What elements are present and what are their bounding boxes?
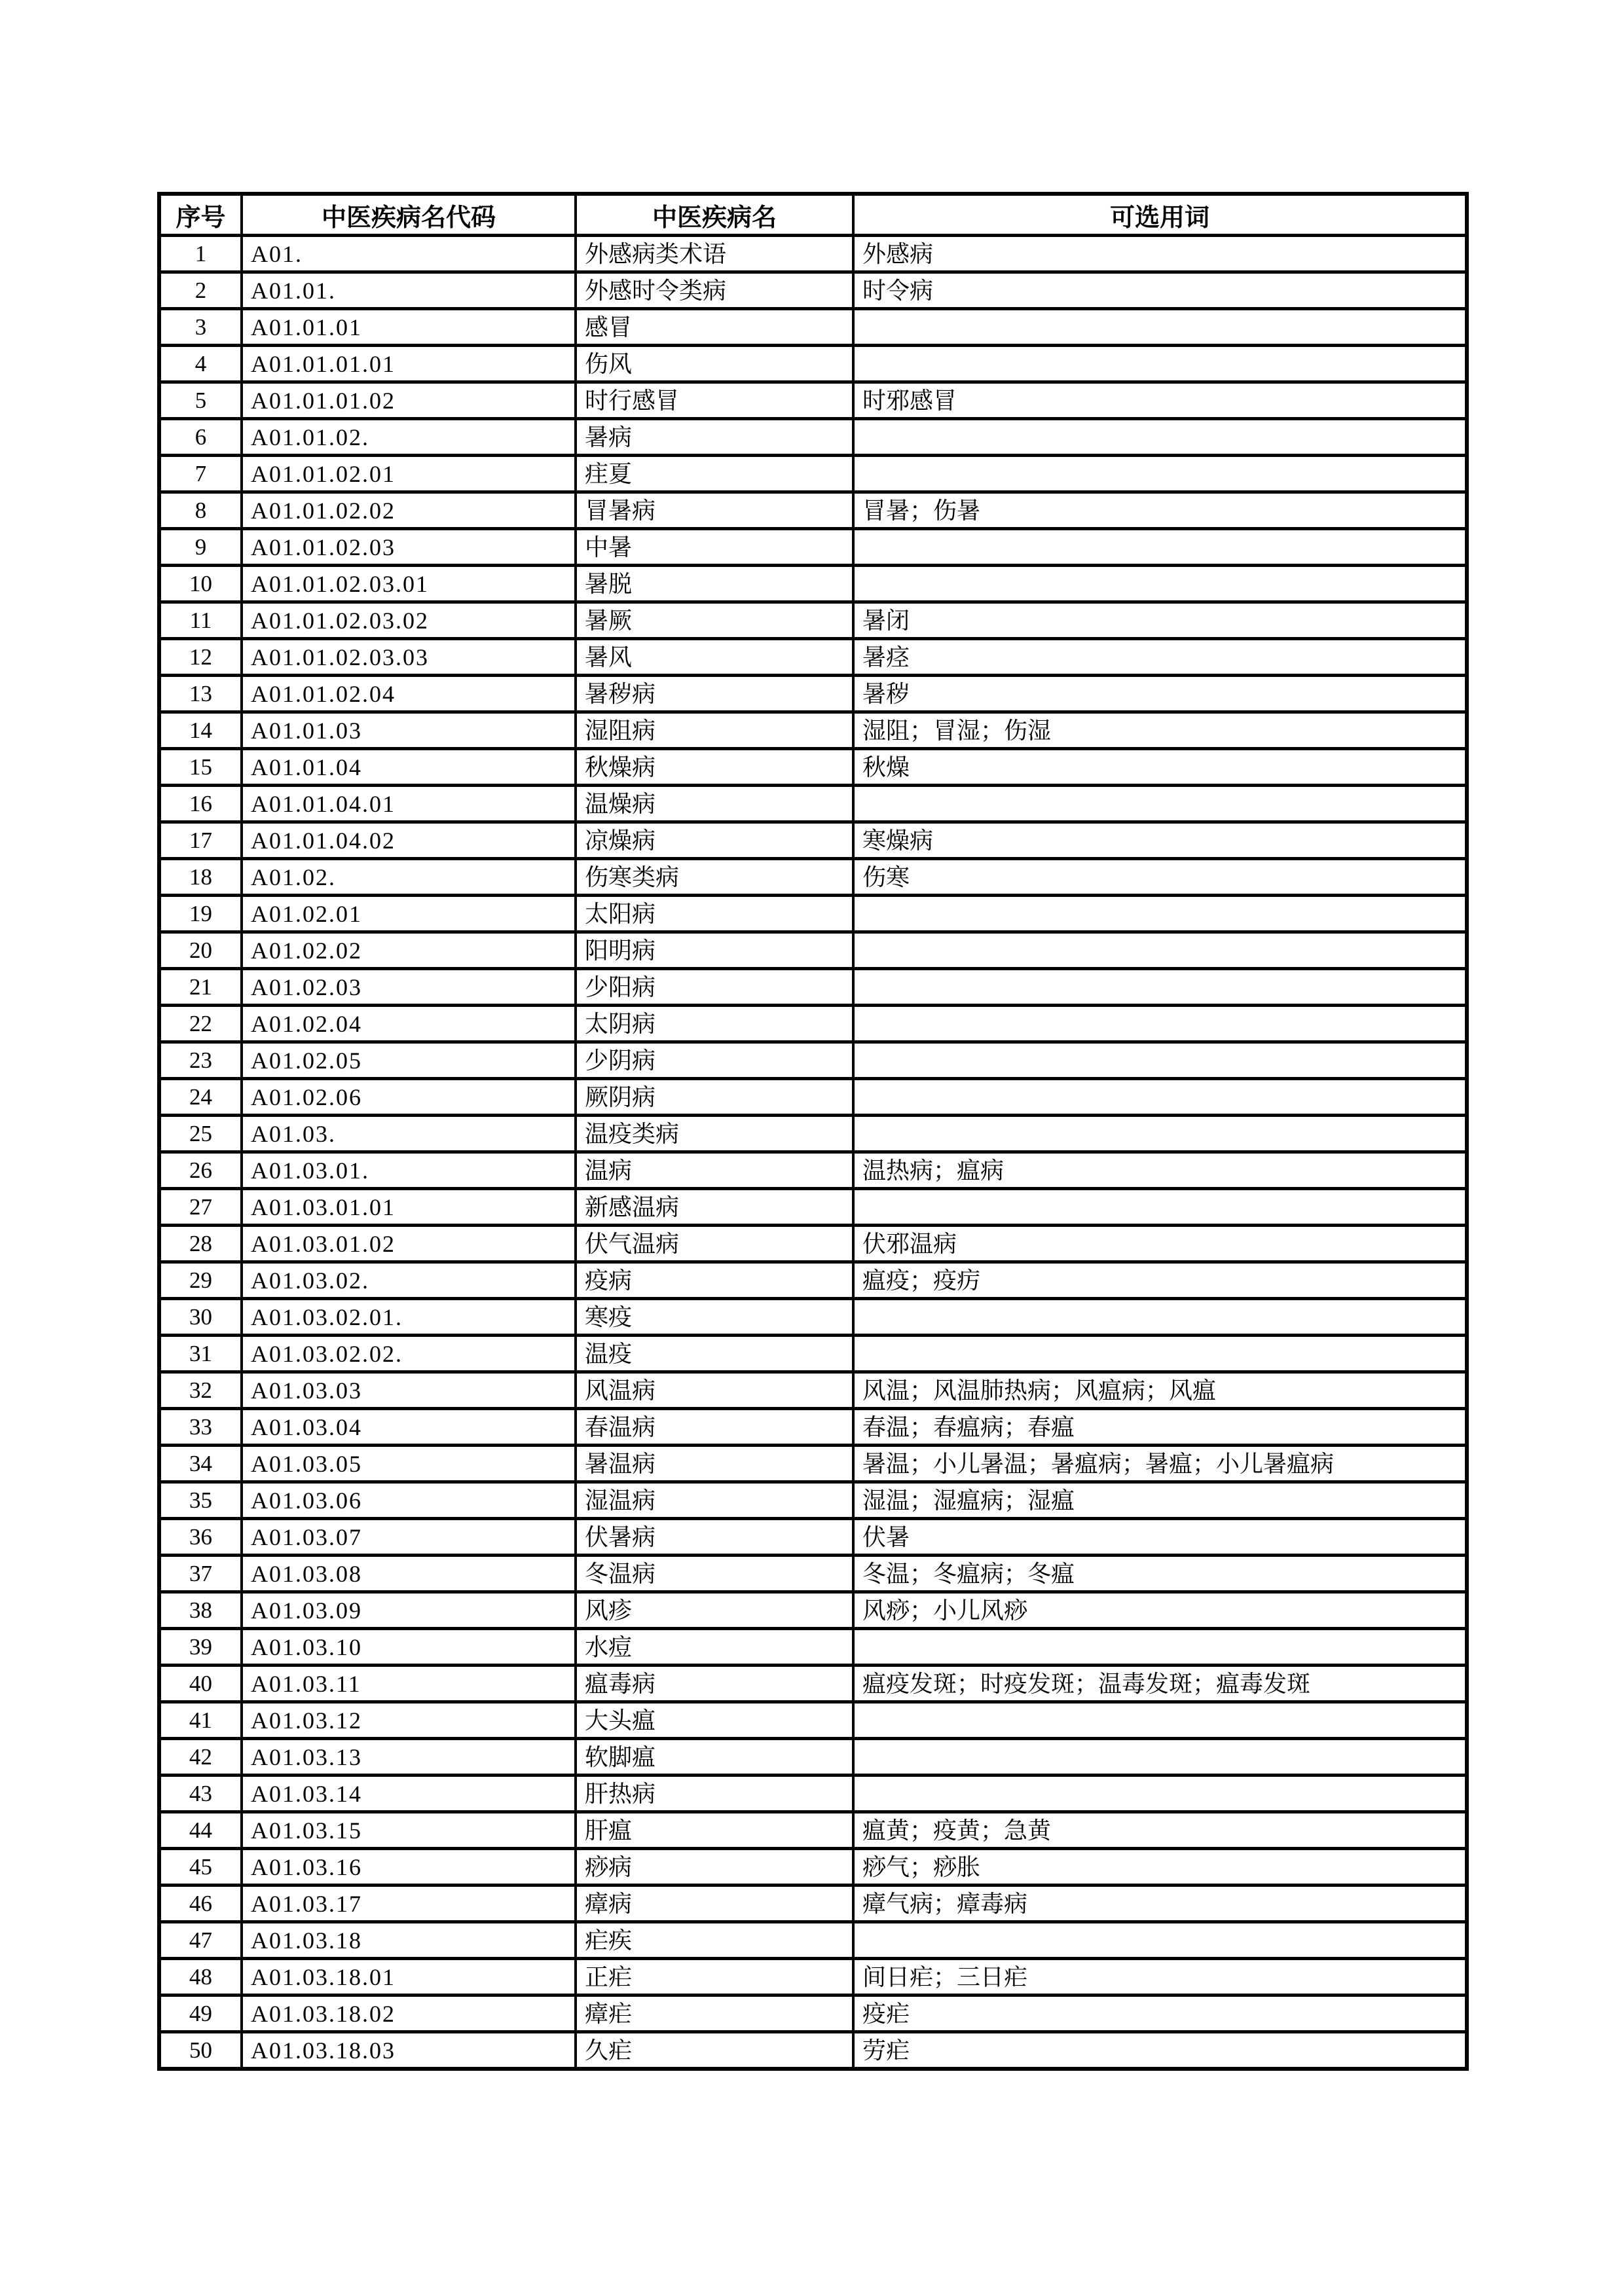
- cell-name: 新感温病: [576, 1189, 853, 1226]
- cell-synonyms: 湿温；湿瘟病；湿瘟: [853, 1482, 1467, 1519]
- table-row: [159, 566, 1467, 602]
- cell-code: A01.03.18.01: [242, 1959, 576, 1995]
- table-row: [159, 1226, 1467, 1262]
- cell-index: 45: [159, 1849, 242, 1886]
- cell-synonyms: 伏暑: [853, 1519, 1467, 1556]
- table-row: [159, 859, 1467, 896]
- table-row: [159, 1922, 1467, 1959]
- cell-name: 大头瘟: [576, 1702, 853, 1739]
- cell-synonyms: [853, 1299, 1467, 1336]
- cell-synonyms: 瘟疫发斑；时疫发斑；温毒发斑；瘟毒发斑: [853, 1666, 1467, 1702]
- cell-code: A01.03.10: [242, 1629, 576, 1666]
- cell-synonyms: 瘴气病；瘴毒病: [853, 1886, 1467, 1922]
- cell-index: 35: [159, 1482, 242, 1519]
- cell-name: 瘟毒病: [576, 1666, 853, 1702]
- cell-name: 暑病: [576, 419, 853, 456]
- table-row: [159, 1372, 1467, 1409]
- cell-code: A01.03.14: [242, 1776, 576, 1812]
- cell-synonyms: [853, 529, 1467, 566]
- cell-index: 38: [159, 1592, 242, 1629]
- table-row: [159, 1116, 1467, 1152]
- cell-name: 伤寒类病: [576, 859, 853, 896]
- header-cell-index: 序号: [159, 194, 242, 236]
- cell-index: 16: [159, 786, 242, 822]
- cell-code: A01.02.06: [242, 1079, 576, 1116]
- cell-name: 温燥病: [576, 786, 853, 822]
- table-row: [159, 419, 1467, 456]
- cell-index: 15: [159, 749, 242, 786]
- table-row: [159, 1336, 1467, 1372]
- cell-code: A01.03.12: [242, 1702, 576, 1739]
- cell-synonyms: [853, 1189, 1467, 1226]
- cell-name: 肝瘟: [576, 1812, 853, 1849]
- cell-index: 8: [159, 492, 242, 529]
- cell-code: A01.01.04: [242, 749, 576, 786]
- table-row: [159, 1812, 1467, 1849]
- cell-synonyms: [853, 346, 1467, 382]
- cell-synonyms: [853, 1922, 1467, 1959]
- cell-synonyms: 劳疟: [853, 2032, 1467, 2069]
- cell-index: 3: [159, 309, 242, 346]
- cell-synonyms: [853, 1629, 1467, 1666]
- cell-index: 14: [159, 712, 242, 749]
- cell-name: 久疟: [576, 2032, 853, 2069]
- cell-synonyms: 疫疟: [853, 1995, 1467, 2032]
- table-row: [159, 2032, 1467, 2069]
- cell-synonyms: 瘟疫；疫疠: [853, 1262, 1467, 1299]
- cell-code: A01.03.08: [242, 1556, 576, 1592]
- table-row: [159, 1482, 1467, 1519]
- cell-name: 温疫类病: [576, 1116, 853, 1152]
- cell-name: 太阴病: [576, 1006, 853, 1042]
- cell-name: 伏暑病: [576, 1519, 853, 1556]
- table-row: [159, 1592, 1467, 1629]
- cell-synonyms: [853, 932, 1467, 969]
- table-row: [159, 1886, 1467, 1922]
- cell-name: 痧病: [576, 1849, 853, 1886]
- cell-synonyms: 痧气；痧胀: [853, 1849, 1467, 1886]
- header-cell-code: 中医疾病名代码: [242, 194, 576, 236]
- cell-code: A01.01.02.03: [242, 529, 576, 566]
- cell-synonyms: 瘟黄；疫黄；急黄: [853, 1812, 1467, 1849]
- cell-index: 29: [159, 1262, 242, 1299]
- table-row: [159, 1959, 1467, 1995]
- cell-synonyms: [853, 969, 1467, 1006]
- cell-index: 34: [159, 1446, 242, 1482]
- cell-synonyms: [853, 1042, 1467, 1079]
- cell-name: 湿阻病: [576, 712, 853, 749]
- cell-code: A01.02.01: [242, 896, 576, 932]
- cell-code: A01.03.01.02: [242, 1226, 576, 1262]
- table-row: [159, 382, 1467, 419]
- cell-index: 20: [159, 932, 242, 969]
- cell-index: 41: [159, 1702, 242, 1739]
- cell-synonyms: 冬温；冬瘟病；冬瘟: [853, 1556, 1467, 1592]
- table-row: [159, 1629, 1467, 1666]
- table-row: [159, 602, 1467, 639]
- cell-index: 46: [159, 1886, 242, 1922]
- cell-code: A01.02.03: [242, 969, 576, 1006]
- table-row: [159, 1702, 1467, 1739]
- cell-synonyms: [853, 1739, 1467, 1776]
- cell-index: 1: [159, 236, 242, 272]
- cell-code: A01.03.18: [242, 1922, 576, 1959]
- cell-synonyms: 间日疟；三日疟: [853, 1959, 1467, 1995]
- table-row: [159, 1995, 1467, 2032]
- cell-name: 疫病: [576, 1262, 853, 1299]
- table-row: [159, 639, 1467, 676]
- cell-code: A01.01.01.02: [242, 382, 576, 419]
- tcm-disease-code-table: [157, 192, 1469, 2071]
- cell-index: 44: [159, 1812, 242, 1849]
- cell-synonyms: [853, 1336, 1467, 1372]
- cell-code: A01.03.02.02.: [242, 1336, 576, 1372]
- cell-code: A01.01.04.02: [242, 822, 576, 859]
- cell-synonyms: 暑痉: [853, 639, 1467, 676]
- cell-index: 13: [159, 676, 242, 712]
- table-row: [159, 822, 1467, 859]
- table-row: [159, 749, 1467, 786]
- cell-code: A01.03.18.03: [242, 2032, 576, 2069]
- cell-index: 23: [159, 1042, 242, 1079]
- cell-synonyms: 冒暑；伤暑: [853, 492, 1467, 529]
- cell-index: 27: [159, 1189, 242, 1226]
- cell-name: 水痘: [576, 1629, 853, 1666]
- cell-code: A01.: [242, 236, 576, 272]
- cell-name: 疟疾: [576, 1922, 853, 1959]
- cell-name: 中暑: [576, 529, 853, 566]
- cell-index: 48: [159, 1959, 242, 1995]
- table-row: [159, 456, 1467, 492]
- cell-name: 疰夏: [576, 456, 853, 492]
- cell-index: 42: [159, 1739, 242, 1776]
- table-row: [159, 309, 1467, 346]
- cell-synonyms: [853, 1006, 1467, 1042]
- cell-code: A01.01.01: [242, 309, 576, 346]
- cell-synonyms: [853, 1079, 1467, 1116]
- table-row: [159, 969, 1467, 1006]
- cell-name: 暑脱: [576, 566, 853, 602]
- cell-index: 22: [159, 1006, 242, 1042]
- cell-name: 湿温病: [576, 1482, 853, 1519]
- cell-code: A01.02.02: [242, 932, 576, 969]
- cell-synonyms: 湿阻；冒湿；伤湿: [853, 712, 1467, 749]
- table-row: [159, 932, 1467, 969]
- cell-index: 7: [159, 456, 242, 492]
- table-row: [159, 236, 1467, 272]
- cell-index: 26: [159, 1152, 242, 1189]
- cell-index: 36: [159, 1519, 242, 1556]
- cell-code: A01.03.07: [242, 1519, 576, 1556]
- cell-synonyms: 外感病: [853, 236, 1467, 272]
- table-row: [159, 272, 1467, 309]
- cell-index: 2: [159, 272, 242, 309]
- cell-code: A01.03.15: [242, 1812, 576, 1849]
- cell-index: 10: [159, 566, 242, 602]
- cell-name: 春温病: [576, 1409, 853, 1446]
- cell-name: 正疟: [576, 1959, 853, 1995]
- cell-index: 32: [159, 1372, 242, 1409]
- cell-name: 伏气温病: [576, 1226, 853, 1262]
- cell-code: A01.01.: [242, 272, 576, 309]
- header-row: [159, 194, 1467, 236]
- table-row: [159, 1776, 1467, 1812]
- cell-name: 少阴病: [576, 1042, 853, 1079]
- cell-name: 寒疫: [576, 1299, 853, 1336]
- cell-code: A01.03.: [242, 1116, 576, 1152]
- cell-code: A01.01.03: [242, 712, 576, 749]
- table-row: [159, 1666, 1467, 1702]
- cell-synonyms: [853, 566, 1467, 602]
- cell-synonyms: 伏邪温病: [853, 1226, 1467, 1262]
- table-row: [159, 492, 1467, 529]
- cell-code: A01.01.04.01: [242, 786, 576, 822]
- cell-name: 太阳病: [576, 896, 853, 932]
- cell-name: 外感时令类病: [576, 272, 853, 309]
- cell-synonyms: [853, 419, 1467, 456]
- table-row: [159, 1262, 1467, 1299]
- cell-code: A01.01.02.04: [242, 676, 576, 712]
- cell-name: 温疫: [576, 1336, 853, 1372]
- cell-index: 37: [159, 1556, 242, 1592]
- cell-name: 软脚瘟: [576, 1739, 853, 1776]
- cell-name: 阳明病: [576, 932, 853, 969]
- cell-code: A01.01.02.03.03: [242, 639, 576, 676]
- cell-index: 6: [159, 419, 242, 456]
- table-row: [159, 1519, 1467, 1556]
- cell-index: 31: [159, 1336, 242, 1372]
- cell-index: 39: [159, 1629, 242, 1666]
- table-row: [159, 896, 1467, 932]
- cell-name: 风温病: [576, 1372, 853, 1409]
- cell-synonyms: [853, 1776, 1467, 1812]
- cell-name: 伤风: [576, 346, 853, 382]
- cell-synonyms: 风痧；小儿风痧: [853, 1592, 1467, 1629]
- cell-index: 9: [159, 529, 242, 566]
- table-row: [159, 1189, 1467, 1226]
- cell-name: 少阳病: [576, 969, 853, 1006]
- cell-index: 25: [159, 1116, 242, 1152]
- cell-name: 瘴病: [576, 1886, 853, 1922]
- cell-name: 感冒: [576, 309, 853, 346]
- cell-code: A01.03.02.01.: [242, 1299, 576, 1336]
- cell-index: 40: [159, 1666, 242, 1702]
- cell-synonyms: 秋燥: [853, 749, 1467, 786]
- cell-name: 肝热病: [576, 1776, 853, 1812]
- cell-synonyms: 温热病；瘟病: [853, 1152, 1467, 1189]
- cell-synonyms: [853, 896, 1467, 932]
- table-row: [159, 1446, 1467, 1482]
- cell-code: A01.01.02.03.01: [242, 566, 576, 602]
- cell-name: 冬温病: [576, 1556, 853, 1592]
- table-row: [159, 786, 1467, 822]
- table-body: [159, 236, 1467, 2069]
- cell-index: 24: [159, 1079, 242, 1116]
- cell-name: 时行感冒: [576, 382, 853, 419]
- cell-code: A01.03.11: [242, 1666, 576, 1702]
- cell-code: A01.02.05: [242, 1042, 576, 1079]
- cell-synonyms: [853, 456, 1467, 492]
- cell-synonyms: [853, 1116, 1467, 1152]
- header-cell-synonyms: 可选用词: [853, 194, 1467, 236]
- table-row: [159, 676, 1467, 712]
- cell-code: A01.03.13: [242, 1739, 576, 1776]
- cell-code: A01.01.02.03.02: [242, 602, 576, 639]
- cell-index: 30: [159, 1299, 242, 1336]
- table-row: [159, 1152, 1467, 1189]
- cell-code: A01.03.02.: [242, 1262, 576, 1299]
- cell-index: 5: [159, 382, 242, 419]
- cell-code: A01.03.18.02: [242, 1995, 576, 2032]
- cell-code: A01.01.01.01: [242, 346, 576, 382]
- table-row: [159, 1739, 1467, 1776]
- cell-code: A01.01.02.02: [242, 492, 576, 529]
- cell-name: 温病: [576, 1152, 853, 1189]
- cell-code: A01.03.16: [242, 1849, 576, 1886]
- cell-synonyms: 暑秽: [853, 676, 1467, 712]
- cell-synonyms: [853, 309, 1467, 346]
- cell-code: A01.03.06: [242, 1482, 576, 1519]
- cell-synonyms: [853, 1702, 1467, 1739]
- cell-synonyms: 暑温；小儿暑温；暑瘟病；暑瘟；小儿暑瘟病: [853, 1446, 1467, 1482]
- cell-index: 12: [159, 639, 242, 676]
- cell-synonyms: 时令病: [853, 272, 1467, 309]
- cell-name: 冒暑病: [576, 492, 853, 529]
- cell-synonyms: 春温；春瘟病；春瘟: [853, 1409, 1467, 1446]
- cell-index: 11: [159, 602, 242, 639]
- table-row: [159, 346, 1467, 382]
- cell-code: A01.03.05: [242, 1446, 576, 1482]
- header-cell-name: 中医疾病名: [576, 194, 853, 236]
- cell-index: 19: [159, 896, 242, 932]
- cell-synonyms: 伤寒: [853, 859, 1467, 896]
- cell-index: 4: [159, 346, 242, 382]
- cell-index: 47: [159, 1922, 242, 1959]
- cell-name: 秋燥病: [576, 749, 853, 786]
- cell-index: 49: [159, 1995, 242, 2032]
- cell-index: 18: [159, 859, 242, 896]
- cell-synonyms: 寒燥病: [853, 822, 1467, 859]
- cell-code: A01.02.04: [242, 1006, 576, 1042]
- table-row: [159, 1006, 1467, 1042]
- cell-name: 风疹: [576, 1592, 853, 1629]
- table-row: [159, 529, 1467, 566]
- cell-name: 暑风: [576, 639, 853, 676]
- cell-code: A01.03.09: [242, 1592, 576, 1629]
- cell-name: 凉燥病: [576, 822, 853, 859]
- cell-index: 21: [159, 969, 242, 1006]
- table-row: [159, 1299, 1467, 1336]
- cell-index: 43: [159, 1776, 242, 1812]
- table-row: [159, 1409, 1467, 1446]
- cell-index: 17: [159, 822, 242, 859]
- cell-code: A01.01.02.01: [242, 456, 576, 492]
- cell-code: A01.02.: [242, 859, 576, 896]
- cell-code: A01.01.02.: [242, 419, 576, 456]
- table-row: [159, 1079, 1467, 1116]
- cell-name: 暑秽病: [576, 676, 853, 712]
- cell-name: 暑温病: [576, 1446, 853, 1482]
- cell-code: A01.03.04: [242, 1409, 576, 1446]
- table-row: [159, 712, 1467, 749]
- cell-code: A01.03.03: [242, 1372, 576, 1409]
- cell-index: 33: [159, 1409, 242, 1446]
- cell-synonyms: 时邪感冒: [853, 382, 1467, 419]
- cell-synonyms: 暑闭: [853, 602, 1467, 639]
- cell-synonyms: [853, 786, 1467, 822]
- table-row: [159, 1042, 1467, 1079]
- cell-code: A01.03.01.: [242, 1152, 576, 1189]
- cell-name: 暑厥: [576, 602, 853, 639]
- cell-name: 厥阴病: [576, 1079, 853, 1116]
- cell-name: 瘴疟: [576, 1995, 853, 2032]
- cell-index: 28: [159, 1226, 242, 1262]
- cell-code: A01.03.17: [242, 1886, 576, 1922]
- cell-index: 50: [159, 2032, 242, 2069]
- table-header: [159, 194, 1467, 236]
- cell-code: A01.03.01.01: [242, 1189, 576, 1226]
- table-row: [159, 1849, 1467, 1886]
- table-row: [159, 1556, 1467, 1592]
- cell-synonyms: 风温；风温肺热病；风瘟病；风瘟: [853, 1372, 1467, 1409]
- cell-name: 外感病类术语: [576, 236, 853, 272]
